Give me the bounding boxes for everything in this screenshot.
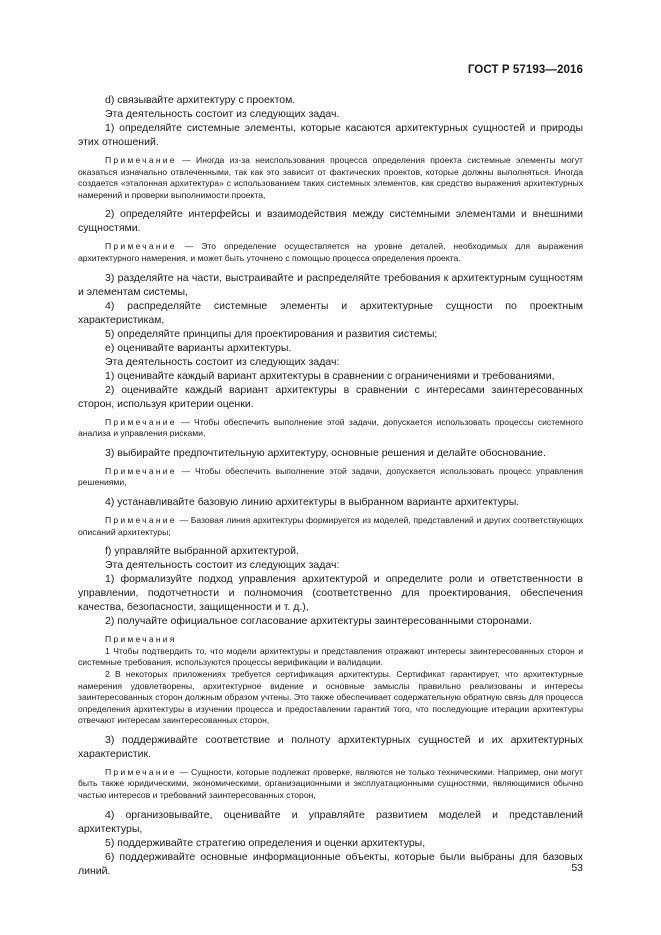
paragraph: 3) разделяйте на части, выстраивайте и распределяйте требования к архитектурным сущностям и элементам системы,	[78, 271, 583, 298]
paragraph: 2) оценивайте каждый вариант архитектуры в сравнении с интересами заинтересованных сторон, используя критерии оценки.	[78, 383, 583, 410]
paragraph: 4) распределяйте системные элементы и архитектурные сущности по проектным характеристикам,	[78, 299, 583, 326]
note-label: Примечание	[105, 155, 177, 165]
paragraph: 3) выбирайте предпочтительную архитектуру, основные решения и делайте обоснование.	[105, 446, 546, 459]
note-label: Примечание	[105, 416, 177, 427]
note-text: — Чтобы обеспечить выполнение этой задачи, допускается использовать процессы системного анализа и управления рисками,	[78, 416, 583, 439]
paragraph: 4) организовывайте, оценивайте и управляйте развитием моделей и представлений архитектуры,	[78, 808, 583, 835]
note-label: Примечание	[105, 241, 177, 252]
paragraph: f) управляйте выбранной архитектурой.	[105, 545, 299, 558]
note: 1 Чтобы подтвердить то, что модели архитектуры и представления отражают интересы заинтересованных сторон и системные требования, используются процессы верификации и валидации.	[78, 645, 583, 668]
note-text: — Сущности, которые подлежат проверке, являются не только техническими. Например, они могут быть также юридическими, экономическими, организационными и эксплуатационными сущностями, являющимися обычно частью интересов и требований заинтересованных сторон,	[78, 766, 583, 801]
note-text: — Это определение осуществляется на уровне деталей, необходимых для выражения архитектурного намерения, и может быть уточнено с помощью процесса определения проекта.	[78, 241, 583, 263]
paragraph: 6) поддерживайте основные информационные объекты, которые были выбраны для базовых линий.	[78, 850, 583, 877]
note	[78, 417, 583, 440]
paragraph: 5) поддерживайте стратегию определения и оценки архитектуры,	[105, 836, 426, 849]
note-label: Примечание	[105, 465, 177, 476]
paragraph: 1) оценивайте каждый вариант архитектуры в сравнении с ограничениями и требованиями,	[105, 369, 555, 382]
paragraph: 1) определяйте системные элементы, которые касаются архитектурных сущностей и природы этих отношений.	[78, 122, 583, 148]
paragraph: 1) формализуйте подход управления архитектурой и определите роли и ответственности в управлении, подотчетности и полномочия (соответственно для проектирования, обеспечения качества, безопасности, защищенности и т. д.),	[78, 573, 583, 614]
note-text: — Иногда из-за неиспользования процесса определения проекта системные элементы могут оказаться изначально отвлеченными, так как это зависит от фактических проектов, которые должны выполняться. Иногда создается «эталонная архитектура» с использованием таких системных элементов, как средство выражения архитектурных намерений и проверки выполнимости проекта,	[78, 155, 583, 200]
page-number: 53	[571, 862, 583, 874]
paragraph: Эта деятельность состоит из следующих задач:	[105, 355, 340, 368]
note-text: — Базовая линия архитектуры формируется из моделей, представлений и других соответствующих описаний архитектуры;	[78, 514, 583, 537]
paragraph: 2) определяйте интерфейсы и взаимодействия между системными элементами и внешними сущностями.	[78, 208, 583, 235]
paragraph: Эта деятельность состоит из следующих задач:	[105, 559, 340, 572]
paragraph: 2) получайте официальное согласование архитектуры заинтересованными сторонами.	[105, 615, 532, 628]
paragraph: d) связывайте архитектуру с проектом.	[105, 94, 296, 106]
note	[78, 241, 583, 264]
notes-title	[78, 634, 583, 646]
document-header: ГОСТ Р 57193—2016	[467, 64, 583, 76]
note-label: Примечание	[105, 514, 177, 525]
paragraph: e) оценивайте варианты архитектуры.	[105, 341, 292, 354]
note	[78, 767, 583, 802]
paragraph: Эта деятельность состоит из следующих задач.	[105, 108, 340, 120]
note	[78, 515, 583, 538]
note-label: Примечание	[105, 766, 177, 777]
note	[78, 155, 583, 201]
paragraph: 4) устанавливайте базовую линию архитектуры в выбранном варианте архитектуры.	[105, 495, 520, 508]
notes-label: Примечания	[105, 634, 177, 645]
note: 2 В некоторых приложениях требуется сертификация архитектуры. Сертификат гарантирует, что архитектурные намерения удовлетворены, архитектурное видение и основные замыслы правильно реализованы и интересы заинтересованных сторон должным образом учтены. Это также обеспечивает содержательную обратную связь для процесса определения архитектуры в изучении процесса и предоставлении гарантий того, что последующие итерации архитектуры отвечают интересам заинтересованных сторон,	[78, 668, 583, 726]
note	[78, 466, 583, 489]
page-body	[78, 93, 583, 878]
note-text: — Чтобы обеспечить выполнение этой задачи, допускается использовать процесс управления решениями,	[78, 465, 583, 488]
paragraph: 3) поддерживайте соответствие и полноту архитектурных сущностей и их архитектурных характеристик.	[78, 733, 583, 760]
paragraph: 5) определяйте принципы для проектирования и развития системы;	[105, 327, 438, 340]
